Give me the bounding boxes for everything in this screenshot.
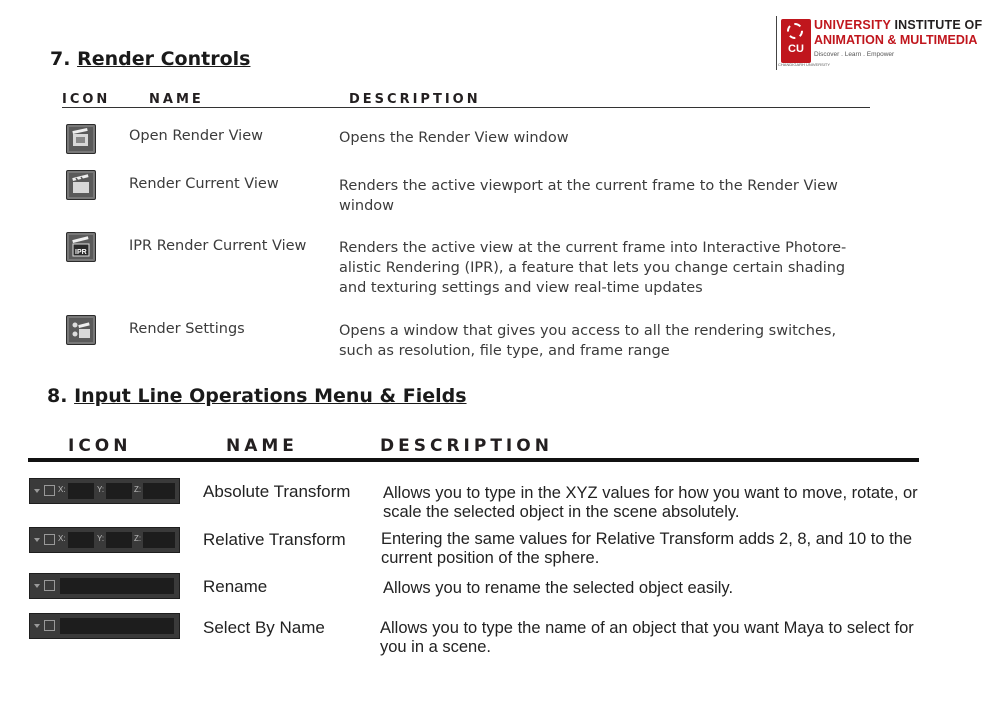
cu-shield-icon — [781, 19, 811, 63]
section-8-title: Input Line Operations Menu & Fields — [74, 385, 467, 407]
s8-header-rule — [28, 458, 919, 462]
s7-header-icon: ICON — [62, 92, 111, 107]
logo-divider — [776, 16, 777, 70]
y-label: Y: — [97, 534, 105, 543]
chevron-down-icon[interactable] — [34, 584, 40, 588]
s7-row-1-name: Open Render View — [129, 128, 263, 144]
s8-header-description: DESCRIPTION — [380, 436, 553, 456]
s8-row-3-name: Rename — [203, 577, 268, 596]
select-by-name-field[interactable] — [29, 613, 180, 639]
logo-institute-text: INSTITUTE OF — [894, 18, 982, 32]
x-label: X: — [58, 534, 66, 543]
render-current-view-icon[interactable] — [66, 170, 96, 200]
rename-field[interactable] — [29, 573, 180, 599]
s7-row-4-name: Render Settings — [129, 321, 245, 337]
chevron-down-icon[interactable] — [34, 538, 40, 542]
logo-line-1 — [814, 18, 982, 32]
logo-shield-caption: CHANDIGARH UNIVERSITY — [778, 62, 831, 67]
university-logo — [776, 16, 982, 70]
s8-header-name: NAME — [226, 436, 298, 456]
absolute-transform-icon[interactable] — [44, 485, 55, 496]
section-7-heading — [50, 48, 250, 70]
s7-row-3-name: IPR Render Current View — [129, 238, 307, 254]
z-input[interactable] — [143, 483, 175, 499]
select-by-name-input[interactable] — [60, 618, 174, 634]
s8-row-3-description: Allows you to rename the selected object easily. — [383, 579, 734, 597]
x-label: X: — [58, 485, 66, 494]
logo-university-text: UNIVERSITY — [814, 18, 891, 32]
s7-row-4-description: Opens a window that gives you access to all the rendering switches, such as resolution, file type, and frame range — [339, 323, 837, 359]
rename-input[interactable] — [60, 578, 174, 594]
s7-row-2-description: Renders the active viewport at the current frame to the Render View window — [339, 178, 838, 214]
s7-header-rule — [62, 107, 870, 108]
rename-icon[interactable] — [44, 580, 55, 591]
select-by-name-icon[interactable] — [44, 620, 55, 631]
z-label: Z: — [134, 534, 142, 543]
s7-header-name: NAME — [149, 92, 204, 107]
z-label: Z: — [134, 485, 142, 494]
ipr-render-icon[interactable] — [66, 232, 96, 262]
chevron-down-icon[interactable] — [34, 489, 40, 493]
s7-header-description: DESCRIPTION — [349, 92, 481, 107]
relative-transform-icon[interactable] — [44, 534, 55, 545]
s7-row-1-description: Opens the Render View window — [339, 130, 569, 146]
s7-row-3-description: Renders the active view at the current frame into Interactive Photore-alistic Rendering (IPR), a feature that lets you change certain shading and texturing settings and view real-time updates — [339, 240, 847, 296]
svg-text:IPR: IPR — [75, 249, 87, 256]
render-settings-icon[interactable] — [66, 315, 96, 345]
s8-row-4-description: Allows you to type the name of an object that you want Maya to select for you in a scene. — [380, 619, 914, 656]
absolute-transform-field[interactable] — [29, 478, 180, 504]
s8-row-4-name: Select By Name — [203, 618, 325, 637]
x-input[interactable] — [68, 483, 94, 499]
section-7-title: Render Controls — [77, 48, 251, 70]
z-input[interactable] — [143, 532, 175, 548]
section-8-heading — [47, 385, 467, 407]
section-8-number: 8. — [47, 385, 68, 407]
relative-transform-field[interactable] — [29, 527, 180, 553]
y-input[interactable] — [106, 532, 132, 548]
x-input[interactable] — [68, 532, 94, 548]
logo-tagline: Discover . Learn . Empower — [814, 51, 895, 58]
open-render-view-icon[interactable] — [66, 124, 96, 154]
y-input[interactable] — [106, 483, 132, 499]
gear-icon — [787, 23, 803, 39]
chevron-down-icon[interactable] — [34, 624, 40, 628]
s8-header-icon: ICON — [68, 436, 132, 456]
s8-row-1-name: Absolute Transform — [203, 482, 351, 501]
s8-row-1-description: Allows you to type in the XYZ values for how you want to move, rotate, or scale the selected object in the scene absolutely. — [383, 484, 918, 521]
shield-text: CU — [788, 43, 804, 55]
section-7-number: 7. — [50, 48, 71, 70]
s7-row-2-name: Render Current View — [129, 176, 279, 192]
s8-row-2-description: Entering the same values for Relative Transform adds 2, 8, and 10 to the current position of the sphere. — [381, 530, 913, 567]
logo-line-2: ANIMATION & MULTIMEDIA — [814, 33, 978, 47]
y-label: Y: — [97, 485, 105, 494]
s8-row-2-name: Relative Transform — [203, 530, 346, 549]
